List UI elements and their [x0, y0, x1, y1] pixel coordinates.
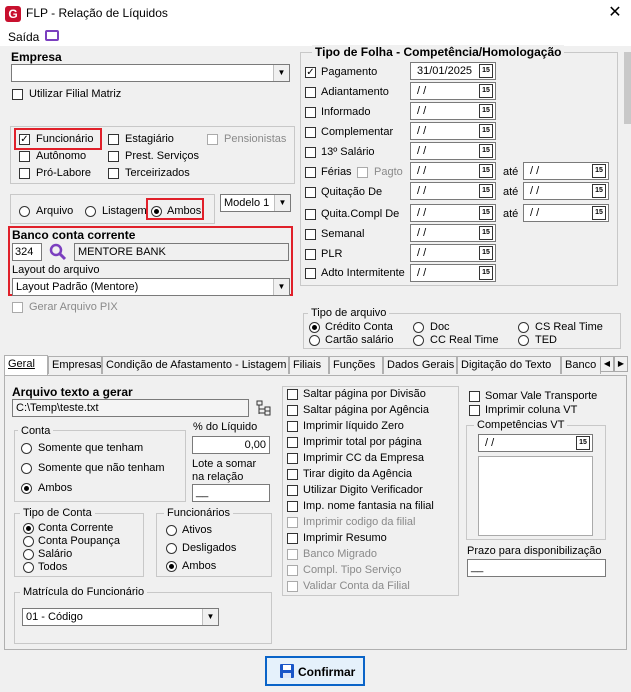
cs-real-time-label: CS Real Time [535, 321, 603, 333]
nome-fantasia-checkbox[interactable] [287, 501, 298, 512]
saltar-divisao-label: Saltar página por Divisão [303, 388, 426, 400]
plr-date[interactable] [410, 244, 496, 262]
quita-compl-label: Quita.Compl De [321, 208, 400, 220]
conta-poupanca-label: Conta Poupança [38, 535, 120, 547]
imprimir-total-pagina-checkbox[interactable] [287, 437, 298, 448]
conta-corrente-label: Conta Corrente [38, 522, 114, 534]
cc-real-time-label: CC Real Time [430, 334, 499, 346]
pct-liquido-input[interactable] [192, 436, 270, 454]
banco-code-input[interactable] [12, 243, 42, 261]
ferias-label: Férias [321, 166, 352, 178]
semanal-date[interactable] [410, 224, 496, 242]
prest-servicos-checkbox[interactable] [108, 151, 119, 162]
calendar-icon[interactable]: 15 [592, 206, 606, 220]
utilizar-filial-matriz-checkbox[interactable] [12, 89, 23, 100]
empresa-label: Empresa [11, 50, 62, 64]
menu-bar [0, 28, 631, 46]
digito-verificador-label: Utilizar Digito Verificador [303, 484, 423, 496]
imprimir-cc-empresa-checkbox[interactable] [287, 453, 298, 464]
save-icon [279, 663, 295, 679]
empresa-select[interactable] [11, 64, 290, 82]
search-icon[interactable] [48, 242, 68, 262]
tipo-conta-title: Tipo de Conta [20, 507, 95, 519]
calendar-icon[interactable]: 15 [479, 266, 493, 280]
conta-corrente-radio[interactable] [23, 523, 34, 534]
banco-migrado-checkbox[interactable] [287, 549, 298, 560]
competencia-vt-date[interactable] [478, 434, 593, 452]
quita-compl-date-ate[interactable] [523, 204, 609, 222]
nome-fantasia-label: Imp. nome fantasia na filial [303, 500, 434, 512]
listagem-label: Listagem [102, 205, 147, 217]
saltar-divisao-checkbox[interactable] [287, 389, 298, 400]
arquivo-radio[interactable] [19, 206, 30, 217]
tab-funcoes[interactable] [329, 356, 383, 374]
calendar-icon[interactable]: 15 [479, 226, 493, 240]
tab-scroll-right-icon[interactable]: ▶ [614, 356, 628, 372]
pagto-checkbox[interactable] [357, 167, 368, 178]
imprimir-vt-label: Imprimir coluna VT [485, 404, 578, 416]
funcionario-checkbox[interactable]: ✓ [20, 134, 29, 145]
ativos-label: Ativos [182, 524, 212, 536]
ferias-date-ate[interactable] [523, 162, 609, 180]
tipo-folha-title: Tipo de Folha - Competência/Homologação [312, 45, 564, 59]
imprimir-liquido-zero-checkbox[interactable] [287, 421, 298, 432]
semanal-checkbox[interactable] [305, 229, 316, 240]
terceirizados-checkbox[interactable] [108, 168, 119, 179]
modelo-value: Modelo 1 [224, 197, 270, 209]
prazo-input[interactable] [467, 559, 606, 577]
banco-title: Banco conta corrente [12, 228, 136, 242]
tab-dados-gerais[interactable] [383, 356, 457, 374]
imprimir-resumo-label: Imprimir Resumo [303, 532, 387, 544]
salario-label: Salário [38, 548, 73, 560]
competencias-vt-title: Competências VT [474, 419, 567, 431]
competencia-vt-value: / / [485, 437, 495, 449]
chevron-down-icon[interactable]: ▼ [273, 279, 289, 295]
calendar-icon[interactable]: 15 [479, 104, 493, 118]
quitacao-date[interactable] [410, 182, 496, 200]
tab-condicao-afastamento[interactable] [102, 356, 289, 374]
tab-funcoes-label: Funções [333, 359, 376, 371]
arquivo-texto-value: C:\Temp\teste.txt [16, 402, 99, 414]
quita-compl-date[interactable] [410, 204, 496, 222]
autonomo-label: Autônomo [36, 150, 87, 162]
cs-real-time-radio[interactable] [518, 322, 529, 333]
tab-geral-label: Geral [8, 358, 35, 370]
adiantamento-date[interactable] [410, 82, 496, 100]
lote-input[interactable] [192, 484, 270, 502]
tab-banco-label: Banco [565, 359, 597, 371]
imprimir-cc-empresa-label: Imprimir CC da Empresa [303, 452, 425, 464]
saltar-agencia-checkbox[interactable] [287, 405, 298, 416]
plr-date-value: / / [417, 247, 427, 259]
menu-saida[interactable]: Saída [8, 30, 40, 44]
tab-filiais-label: Filiais [293, 359, 322, 371]
imprimir-total-pagina-label: Imprimir total por página [303, 436, 422, 448]
somar-vale-label: Somar Vale Transporte [485, 390, 598, 402]
calendar-icon[interactable]: 15 [479, 164, 493, 178]
pensionistas-label: Pensionistas [224, 133, 287, 145]
tab-digitacao-texto[interactable] [457, 356, 561, 374]
quita-compl-checkbox[interactable] [305, 209, 316, 220]
tab-banco[interactable] [561, 356, 601, 374]
autonomo-checkbox[interactable] [19, 151, 30, 162]
calendar-icon[interactable]: 15 [576, 436, 590, 450]
calendar-icon[interactable]: 15 [479, 246, 493, 260]
banco-migrado-label: Banco Migrado [303, 548, 377, 560]
imprimir-resumo-checkbox[interactable] [287, 533, 298, 544]
pagamento-date-value: 31/01/2025 [417, 65, 473, 77]
listagem-radio[interactable] [85, 206, 96, 217]
estagiario-checkbox[interactable] [108, 134, 119, 145]
calendar-icon[interactable]: 15 [479, 184, 493, 198]
ate-label: até [503, 166, 519, 178]
prazo-label: Prazo para disponibilização [467, 545, 602, 557]
conta-somente-tenham-radio[interactable] [21, 443, 32, 454]
cartao-salario-label: Cartão salário [325, 334, 394, 346]
saltar-agencia-label: Saltar página por Agência [303, 404, 429, 416]
close-icon[interactable]: ✕ [608, 4, 622, 21]
desligados-radio[interactable] [166, 543, 177, 554]
conta-nao-tenham-radio[interactable] [21, 463, 32, 474]
adiantamento-date-value: / / [417, 85, 427, 97]
pagamento-label: Pagamento [321, 66, 378, 78]
tab-empresas[interactable] [48, 356, 102, 374]
ate-label: até [503, 186, 519, 198]
lote-label-2: na relação [192, 471, 244, 483]
calendar-icon[interactable]: 15 [592, 184, 606, 198]
tab-condicao-label: Condição de Afastamento - Listagem [106, 359, 287, 371]
ferias-date-value: / / [417, 165, 427, 177]
todos-label: Todos [38, 561, 68, 573]
desligados-label: Desligados [182, 542, 237, 554]
ferias-date-ate-value: / / [530, 165, 540, 177]
codigo-filial-label: Imprimir codigo da filial [303, 516, 416, 528]
app-logo-icon: G [5, 6, 21, 22]
confirmar-button[interactable] [265, 656, 365, 686]
calendar-icon[interactable]: 15 [479, 124, 493, 138]
terceirizados-label: Terceirizados [125, 167, 190, 179]
pro-labore-label: Pró-Labore [36, 167, 92, 179]
tirar-digito-agencia-label: Tirar digito da Agência [303, 468, 413, 480]
ted-label: TED [535, 334, 557, 346]
todos-radio[interactable] [23, 562, 34, 573]
adto-intermitente-label: Adto Intermitente [321, 267, 405, 279]
tab-filiais[interactable] [289, 356, 329, 374]
codigo-filial-checkbox[interactable] [287, 517, 298, 528]
lote-value: __ [196, 486, 209, 498]
adiantamento-checkbox[interactable] [305, 87, 316, 98]
calendar-icon[interactable]: 15 [479, 144, 493, 158]
window-scrollbar[interactable] [624, 52, 631, 124]
ambos-radio[interactable] [151, 206, 162, 217]
informado-checkbox[interactable] [305, 107, 316, 118]
informado-date[interactable] [410, 102, 496, 120]
layout-label: Layout do arquivo [12, 264, 100, 276]
compl-tipo-servico-label: Compl. Tipo Serviço [303, 564, 402, 576]
decimo-terceiro-checkbox[interactable] [305, 147, 316, 158]
pagamento-checkbox[interactable]: ✓ [306, 67, 315, 78]
pensionistas-checkbox[interactable] [207, 134, 218, 145]
quitacao-checkbox[interactable] [305, 187, 316, 198]
tab-dados-gerais-label: Dados Gerais [387, 359, 455, 371]
calendar-icon[interactable]: 15 [479, 84, 493, 98]
banco-name-field [74, 243, 289, 261]
conta-title: Conta [18, 425, 53, 437]
funcionarios-title: Funcionários [164, 507, 233, 519]
tab-scroll-left-icon[interactable]: ◀ [600, 356, 614, 372]
somar-vale-checkbox[interactable] [469, 391, 480, 402]
semanal-date-value: / / [417, 227, 427, 239]
doc-radio[interactable] [413, 322, 424, 333]
conta-ambos-label: Ambos [38, 482, 73, 494]
pct-liquido-label: % do Líquido [193, 421, 258, 433]
gerar-pix-label: Gerar Arquivo PIX [29, 301, 118, 313]
plr-checkbox[interactable] [305, 249, 316, 260]
informado-label: Informado [321, 106, 371, 118]
conta-nao-tenham-label: Somente que não tenham [38, 462, 165, 474]
ted-radio[interactable] [518, 335, 529, 346]
conta-ambos-radio[interactable] [21, 483, 32, 494]
credito-conta-radio[interactable] [309, 322, 320, 333]
salario-radio[interactable] [23, 549, 34, 560]
chevron-down-icon[interactable]: ▼ [274, 195, 290, 211]
pct-liquido-value: 0,00 [244, 439, 266, 451]
estagiario-label: Estagiário [125, 133, 174, 145]
complementar-checkbox[interactable] [305, 127, 316, 138]
decimo-terceiro-date[interactable] [410, 142, 496, 160]
quitacao-label: Quitação De [321, 186, 383, 198]
funcionario-label: Funcionário [36, 133, 94, 145]
quitacao-date-value: / / [417, 185, 427, 197]
gerar-pix-checkbox[interactable] [12, 302, 23, 313]
matricula-value: 01 - Código [26, 611, 83, 623]
calendar-icon[interactable]: 15 [479, 206, 493, 220]
confirmar-label: Confirmar [298, 665, 356, 679]
complementar-label: Complementar [321, 126, 394, 138]
calendar-icon[interactable]: 15 [592, 164, 606, 178]
credito-conta-label: Crédito Conta [325, 321, 393, 333]
layout-select[interactable] [12, 278, 290, 296]
layout-value: Layout Padrão (Mentore) [16, 281, 139, 293]
cartao-salario-radio[interactable] [309, 335, 320, 346]
plr-label: PLR [321, 248, 343, 260]
window-title: FLP - Relação de Líquidos [26, 6, 168, 20]
complementar-date[interactable] [410, 122, 496, 140]
tab-digitacao-label: Digitação do Texto [461, 359, 552, 371]
utilizar-filial-matriz-label: Utilizar Filial Matriz [29, 88, 122, 100]
folder-tree-icon[interactable] [255, 399, 273, 417]
competencias-vt-list[interactable] [478, 456, 593, 536]
validar-conta-filial-label: Validar Conta da Filial [303, 580, 410, 592]
chevron-down-icon[interactable]: ▼ [273, 65, 289, 81]
ate-label: até [503, 208, 519, 220]
informado-date-value: / / [417, 105, 427, 117]
lote-label-1: Lote a somar [192, 458, 257, 470]
chevron-down-icon[interactable]: ▼ [202, 609, 218, 625]
imprimir-liquido-zero-label: Imprimir líquido Zero [303, 420, 404, 432]
matricula-title: Matrícula do Funcionário [20, 586, 147, 598]
doc-label: Doc [430, 321, 450, 333]
ferias-checkbox[interactable] [305, 167, 316, 178]
ambos-label: Ambos [167, 205, 202, 217]
imprimir-vt-checkbox[interactable] [469, 405, 480, 416]
conta-poupanca-radio[interactable] [23, 536, 34, 547]
tab-geral[interactable] [4, 355, 48, 375]
monitor-icon[interactable] [45, 30, 59, 41]
decimo-terceiro-label: 13º Salário [321, 146, 375, 158]
banco-code-value: 324 [15, 246, 34, 258]
compl-tipo-servico-checkbox[interactable] [287, 565, 298, 576]
funcionarios-ambos-radio[interactable] [166, 561, 177, 572]
digito-verificador-checkbox[interactable] [287, 485, 298, 496]
adto-intermitente-date[interactable] [410, 264, 496, 282]
pro-labore-checkbox[interactable] [19, 168, 30, 179]
complementar-date-value: / / [417, 125, 427, 137]
ferias-date[interactable] [410, 162, 496, 180]
quita-compl-date-ate-value: / / [530, 207, 540, 219]
arquivo-texto-input[interactable] [12, 399, 249, 417]
pagamento-date[interactable] [410, 62, 496, 80]
quitacao-date-ate-value: / / [530, 185, 540, 197]
tipo-arquivo-title: Tipo de arquivo [308, 307, 389, 319]
ativos-radio[interactable] [166, 525, 177, 536]
quita-compl-date-value: / / [417, 207, 427, 219]
prazo-value: __ [471, 561, 484, 573]
matricula-select[interactable] [22, 608, 219, 626]
funcionarios-ambos-label: Ambos [182, 560, 217, 572]
tirar-digito-agencia-checkbox[interactable] [287, 469, 298, 480]
conta-somente-tenham-label: Somente que tenham [38, 442, 144, 454]
banco-name-value: MENTORE BANK [78, 246, 166, 258]
decimo-terceiro-date-value: / / [417, 145, 427, 157]
calendar-icon[interactable]: 15 [479, 64, 493, 78]
adto-intermitente-checkbox[interactable] [305, 268, 316, 279]
adto-intermitente-date-value: / / [417, 267, 427, 279]
modelo-select[interactable] [220, 194, 291, 212]
cc-real-time-radio[interactable] [413, 335, 424, 346]
pagto-label: Pagto [374, 166, 403, 178]
arquivo-label: Arquivo [36, 205, 74, 217]
tab-empresas-label: Empresas [52, 359, 102, 371]
adiantamento-label: Adiantamento [321, 86, 389, 98]
prest-servicos-label: Prest. Serviços [125, 150, 199, 162]
semanal-label: Semanal [321, 228, 365, 240]
quitacao-date-ate[interactable] [523, 182, 609, 200]
validar-conta-filial-checkbox[interactable] [287, 581, 298, 592]
arquivo-texto-label: Arquivo texto a gerar [12, 385, 133, 399]
